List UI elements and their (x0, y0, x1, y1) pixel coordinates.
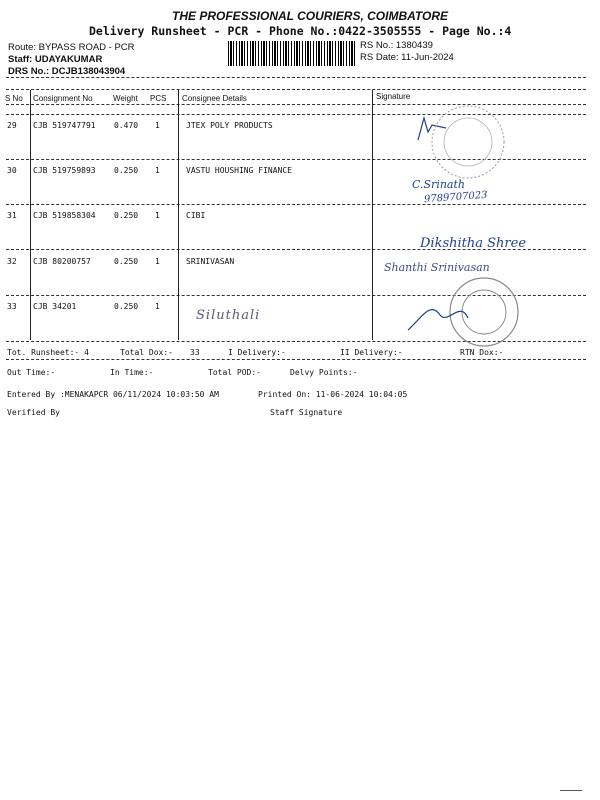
drs-number: DRS No.: DCJB138043904 (8, 66, 126, 77)
col-header-sno: S No (5, 94, 23, 103)
handwritten-signature: C.Srinath (412, 178, 465, 191)
total-pod: Total POD:- (208, 368, 261, 377)
ii-delivery: II Delivery:- (340, 348, 403, 357)
row-pcs: 1 (155, 121, 160, 130)
signatures-layer (0, 0, 600, 360)
printed-on: Printed On: 11-06-2024 10:04:05 (258, 390, 408, 399)
row-weight: 0.250 (114, 166, 139, 175)
in-time: In Time:- (110, 368, 154, 377)
row-pcs: 1 (155, 257, 160, 266)
stamp-seal (432, 106, 504, 178)
total-dox-value: 33 (190, 348, 200, 357)
company-title: THE PROFESSIONAL COURIERS, COIMBATORE (172, 9, 449, 23)
rtn-dox: RTN Dox:- (460, 348, 504, 357)
row-pcs: 1 (155, 302, 160, 311)
col-header-consignee: Consignee Details (182, 94, 247, 103)
row-weight: 0.250 (114, 211, 139, 220)
row-sno: 31 (7, 211, 17, 220)
row-weight: 0.250 (114, 257, 139, 266)
signature-mark (408, 310, 468, 330)
row-consignment: CJB 519858304 (33, 211, 96, 220)
row-consignment: CJB 80200757 (33, 257, 91, 266)
staff-label: Staff: UDAYAKUMAR (8, 54, 103, 65)
rs-date: RS Date: 11-Jun-2024 (360, 52, 454, 63)
verified-by: Verified By (7, 408, 60, 417)
row-weight: 0.250 (114, 302, 139, 311)
rs-number: RS No.: 1380439 (360, 40, 433, 51)
col-header-consignment: Consignment No (33, 94, 93, 103)
staff-signature: Staff Signature (270, 408, 343, 417)
row-consignee: VASTU HOUSHING FINANCE (186, 166, 292, 175)
col-header-signature: Signature (376, 92, 411, 101)
col-header-weight: Weight (113, 94, 138, 103)
scan-mark (560, 790, 582, 795)
total-dox-label: Total Dox:- (120, 348, 173, 357)
tot-runsheet: Tot. Runsheet:- 4 (7, 348, 89, 357)
row-sno: 32 (7, 257, 17, 266)
row-consignment: CJB 34201 (33, 302, 77, 311)
entered-by: Entered By :MENAKAPCR 06/11/2024 10:03:50 AM (7, 390, 219, 399)
row-consignee: JTEX POLY PRODUCTS (186, 121, 273, 130)
divider (6, 359, 586, 360)
row-pcs: 1 (155, 211, 160, 220)
handwritten-signature: Shanthi Srinivasan (384, 261, 490, 274)
row-consignee: SRINIVASAN (186, 257, 235, 266)
row-consignment: CJB 519759893 (33, 166, 96, 175)
row-sno: 33 (7, 302, 17, 311)
row-consignee: CIBI (186, 211, 206, 220)
row-pcs: 1 (155, 166, 160, 175)
i-delivery: I Delivery:- (228, 348, 286, 357)
col-header-pcs: PCS (150, 94, 167, 103)
stamp-seal (450, 278, 518, 346)
row-consignment: CJB 519747791 (33, 121, 96, 130)
handwritten-signature: Dikshitha Shree (420, 236, 527, 251)
row-sno: 29 (7, 121, 17, 130)
handwritten-name: Siluthali (196, 308, 261, 323)
handwritten-phone: 9789707023 (423, 189, 488, 206)
signature-mark (418, 118, 446, 140)
delvy-points: Delvy Points:- (290, 368, 358, 377)
route-label: Route: BYPASS ROAD - PCR (8, 42, 135, 53)
row-weight: 0.470 (114, 121, 139, 130)
runsheet-subtitle: Delivery Runsheet - PCR - Phone No.:0422-3505555 - Page No.:4 (89, 24, 512, 38)
row-sno: 30 (7, 166, 17, 175)
out-time: Out Time:- (7, 368, 56, 377)
